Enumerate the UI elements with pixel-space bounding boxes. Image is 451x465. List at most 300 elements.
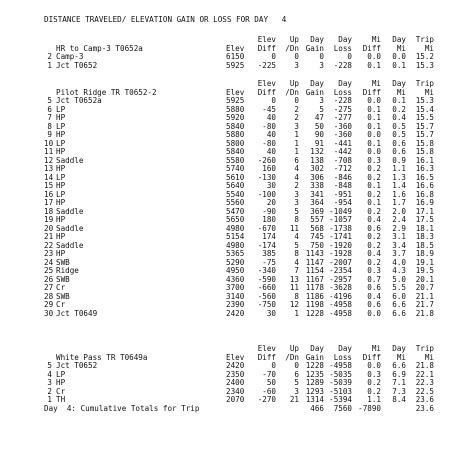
table-row xyxy=(44,148,444,157)
column-header: Elev xyxy=(226,352,245,362)
waypoint-number: 28 xyxy=(44,291,54,301)
data-cell: 0 xyxy=(294,96,299,105)
data-cell: -4958 xyxy=(329,308,352,318)
waypoint-name: SWB xyxy=(56,257,70,267)
cumulative-totals-row xyxy=(44,405,444,414)
waypoint-number: 16 xyxy=(44,189,54,199)
data-cell: 15.3 xyxy=(415,60,434,70)
data-cell: 0.2 xyxy=(367,257,381,267)
data-cell: 50 xyxy=(314,121,324,131)
column-header: Diff xyxy=(257,87,276,97)
column-header: Mi xyxy=(371,344,381,353)
waypoint-name: HP xyxy=(56,130,66,139)
data-cell: 20.1 xyxy=(415,274,434,284)
data-cell: -4196 xyxy=(329,291,352,301)
waypoint-number: 18 xyxy=(44,206,54,216)
data-cell: -670 xyxy=(257,223,276,233)
waypoint-number: 29 xyxy=(44,300,54,309)
waypoint-name: TH xyxy=(56,395,66,404)
waypoint-number: 11 xyxy=(44,147,54,156)
elevation-cell: 5920 xyxy=(226,113,245,122)
data-cell: 6.0 xyxy=(392,291,406,301)
data-cell: 1228 xyxy=(305,308,324,318)
waypoint-number: 12 xyxy=(44,155,54,165)
elevation-cell: 5880 xyxy=(226,104,245,114)
elevation-cell: 4980 xyxy=(226,223,245,233)
section-header-row xyxy=(44,89,444,98)
data-cell: 16.5 xyxy=(415,172,434,182)
elevation-cell: 5740 xyxy=(226,164,245,173)
data-cell: 8 xyxy=(294,215,299,224)
data-cell: 0.1 xyxy=(367,60,381,70)
data-cell: 3 xyxy=(294,121,299,131)
data-cell: 4 xyxy=(294,172,299,182)
data-cell: -660 xyxy=(257,283,276,292)
elevation-cell: 5880 xyxy=(226,130,245,139)
data-cell: 6.6 xyxy=(392,308,406,318)
table-row xyxy=(44,97,444,106)
data-cell: 6.6 xyxy=(392,361,406,370)
data-cell: 2 xyxy=(294,113,299,122)
data-cell: 0.9 xyxy=(392,155,406,165)
data-cell: -80 xyxy=(262,121,276,131)
table-row xyxy=(44,276,444,285)
waypoint-number: 26 xyxy=(44,274,54,284)
totals-label: Day 4: Cumulative Totals for Trip xyxy=(44,404,200,413)
column-header: Diff xyxy=(362,87,381,97)
data-cell: 1186 xyxy=(305,291,324,301)
data-cell: 0.0 xyxy=(367,52,381,61)
data-cell: -2354 xyxy=(329,266,352,275)
section-header-row xyxy=(44,45,444,54)
data-cell: 4.0 xyxy=(392,257,406,267)
data-cell: 15.2 xyxy=(415,52,434,61)
data-cell: 1 xyxy=(294,130,299,139)
elevation-cell: 5290 xyxy=(226,257,245,267)
column-header: Day xyxy=(338,79,352,88)
data-cell: 0 xyxy=(347,52,352,61)
data-cell: -45 xyxy=(262,104,276,114)
data-cell: 0.6 xyxy=(392,138,406,148)
data-cell: 11 xyxy=(289,283,299,292)
table-row xyxy=(44,267,444,276)
data-cell: 0.3 xyxy=(367,155,381,165)
column-header: Gain xyxy=(305,43,324,53)
data-cell: -270 xyxy=(257,395,276,404)
data-cell: 0 xyxy=(319,52,324,61)
waypoint-number: 3 xyxy=(47,378,52,387)
elevation-cell: 3140 xyxy=(226,291,245,301)
table-row xyxy=(44,199,444,208)
data-cell: 0.4 xyxy=(392,113,406,122)
data-cell: 1228 xyxy=(305,361,324,370)
elevation-cell: 5154 xyxy=(226,232,245,241)
totals-loss: 7560 xyxy=(333,404,352,413)
data-cell: 7 xyxy=(294,266,299,275)
data-cell: 0.2 xyxy=(367,378,381,387)
data-cell: -2957 xyxy=(329,274,352,284)
data-cell: 18.5 xyxy=(415,240,434,250)
data-cell: 0.6 xyxy=(367,223,381,233)
data-cell: -951 xyxy=(333,189,352,199)
data-cell: 4 xyxy=(294,257,299,267)
data-cell: 5 xyxy=(319,104,324,114)
data-cell: -848 xyxy=(333,181,352,190)
data-cell: 0.2 xyxy=(367,386,381,396)
data-cell: 1.1 xyxy=(367,395,381,404)
table-row xyxy=(44,225,444,234)
data-cell: 3.7 xyxy=(392,249,406,258)
data-cell: -4958 xyxy=(329,361,352,370)
waypoint-number: 2 xyxy=(47,386,52,396)
data-cell: 1 xyxy=(294,308,299,318)
data-cell: -275 xyxy=(333,104,352,114)
waypoint-number: 17 xyxy=(44,198,54,207)
data-cell: 385 xyxy=(262,249,276,258)
column-header: Mi xyxy=(424,352,434,362)
waypoint-number: 14 xyxy=(44,172,54,182)
data-cell: 5.5 xyxy=(392,283,406,292)
waypoint-name: HP xyxy=(56,181,66,190)
data-cell: 1147 xyxy=(305,257,324,267)
data-cell: 0.5 xyxy=(392,130,406,139)
column-header: Elev xyxy=(257,79,276,88)
data-cell: 11 xyxy=(289,223,299,233)
data-cell: 0.2 xyxy=(367,164,381,173)
data-cell: 302 xyxy=(310,164,324,173)
data-cell: 557 xyxy=(310,215,324,224)
data-cell: 1314 xyxy=(305,395,324,404)
data-cell: -5394 xyxy=(329,395,352,404)
column-header: Diff xyxy=(257,43,276,53)
data-cell: -174 xyxy=(257,240,276,250)
data-cell: 0.2 xyxy=(367,240,381,250)
data-cell: -1049 xyxy=(329,206,352,216)
column-header: Mi xyxy=(396,352,406,362)
elevation-cell: 5365 xyxy=(226,249,245,258)
section-name: HR to Camp-3 T0652a xyxy=(56,43,143,53)
waypoint-number: 5 xyxy=(47,361,52,370)
trail-section xyxy=(44,345,444,405)
column-header: Elev xyxy=(226,87,245,97)
data-cell: -60 xyxy=(262,386,276,396)
data-cell: -1738 xyxy=(329,223,352,233)
elevation-cell: 5840 xyxy=(226,147,245,156)
data-cell: 1 xyxy=(294,138,299,148)
waypoint-name: HP xyxy=(56,249,66,258)
section-name: White Pass TR T0649a xyxy=(56,352,148,362)
trail-section xyxy=(44,36,444,70)
data-cell: 20 xyxy=(266,198,276,207)
elevation-cell: 5640 xyxy=(226,181,245,190)
data-cell: 0.1 xyxy=(392,60,406,70)
data-cell: 4.3 xyxy=(392,266,406,275)
data-cell: 17.5 xyxy=(415,215,434,224)
column-header: Up xyxy=(289,35,299,44)
data-cell: 13 xyxy=(289,274,299,284)
data-cell: -954 xyxy=(333,198,352,207)
table-row xyxy=(44,191,444,200)
data-cell: -1057 xyxy=(329,215,352,224)
data-cell: 0.1 xyxy=(367,138,381,148)
column-header: Gain xyxy=(305,352,324,362)
waypoint-name: HP xyxy=(56,113,66,122)
column-header: Trip xyxy=(415,35,434,44)
data-cell: 15.7 xyxy=(415,130,434,139)
elevation-cell: 5925 xyxy=(226,60,245,70)
data-cell: 16.3 xyxy=(415,164,434,173)
data-cell: 0.4 xyxy=(367,291,381,301)
data-cell: 0 xyxy=(294,52,299,61)
waypoint-name: SWB xyxy=(56,291,70,301)
data-cell: 2.4 xyxy=(392,215,406,224)
column-header: Loss xyxy=(333,87,352,97)
data-cell: 1154 xyxy=(305,266,324,275)
column-header: Day xyxy=(392,344,406,353)
data-cell: -360 xyxy=(333,121,352,131)
column-header: Diff xyxy=(362,43,381,53)
data-cell: -360 xyxy=(333,130,352,139)
table-row xyxy=(44,250,444,259)
data-cell: 0.3 xyxy=(367,266,381,275)
waypoint-number: 23 xyxy=(44,249,54,258)
data-cell: 0.6 xyxy=(392,147,406,156)
data-cell: 0.1 xyxy=(367,198,381,207)
column-header: Trip xyxy=(415,79,434,88)
column-header: Day xyxy=(310,79,324,88)
data-cell: 21.1 xyxy=(415,291,434,301)
waypoint-name: SWB xyxy=(56,274,70,284)
data-cell: 2.9 xyxy=(392,223,406,233)
elevation-cell: 2390 xyxy=(226,300,245,309)
data-cell: 0.4 xyxy=(367,215,381,224)
data-cell: -2007 xyxy=(329,257,352,267)
data-cell: -228 xyxy=(333,60,352,70)
table-row xyxy=(44,242,444,251)
data-cell: 3.4 xyxy=(392,240,406,250)
waypoint-name: Cr xyxy=(56,386,66,396)
table-row xyxy=(44,114,444,123)
data-cell: 18.9 xyxy=(415,249,434,258)
data-cell: -560 xyxy=(257,291,276,301)
data-cell: 4 xyxy=(294,232,299,241)
table-row xyxy=(44,165,444,174)
column-header: Loss xyxy=(333,352,352,362)
table-row xyxy=(44,388,444,397)
table-row xyxy=(44,233,444,242)
data-cell: 0.1 xyxy=(392,96,406,105)
data-cell: 0.3 xyxy=(367,369,381,379)
data-cell: 1235 xyxy=(305,369,324,379)
waypoint-name: LP xyxy=(56,138,66,148)
report-title: DISTANCE TRAVELED/ ELEVATION GAIN OR LOSS FOR DAY 4 xyxy=(44,15,287,24)
data-cell: -590 xyxy=(257,274,276,284)
waypoint-name: LP xyxy=(56,104,66,114)
elevation-cell: 5840 xyxy=(226,121,245,131)
data-cell: 3 xyxy=(319,60,324,70)
column-header: Day xyxy=(392,35,406,44)
data-cell: -340 xyxy=(257,266,276,275)
data-cell: 15.8 xyxy=(415,147,434,156)
data-cell: -1920 xyxy=(329,240,352,250)
data-cell: 40 xyxy=(266,113,276,122)
column-header: Loss xyxy=(333,43,352,53)
waypoint-number: 1 xyxy=(47,395,52,404)
data-cell: 12 xyxy=(289,300,299,309)
data-cell: 7.3 xyxy=(392,386,406,396)
data-cell: -225 xyxy=(257,60,276,70)
data-cell: -442 xyxy=(333,147,352,156)
waypoint-name: LP xyxy=(56,369,66,379)
table-row xyxy=(44,216,444,225)
table-row xyxy=(44,131,444,140)
column-header: Mi xyxy=(424,87,434,97)
data-cell: 0.2 xyxy=(367,189,381,199)
elevation-cell: 2400 xyxy=(226,378,245,387)
data-cell: -1928 xyxy=(329,249,352,258)
waypoint-number: 22 xyxy=(44,240,54,250)
table-row xyxy=(44,379,444,388)
data-cell: 6 xyxy=(294,155,299,165)
data-cell: 6.6 xyxy=(392,300,406,309)
data-cell: 16.9 xyxy=(415,198,434,207)
table-row xyxy=(44,362,444,371)
data-cell: 2 xyxy=(294,104,299,114)
elevation-cell: 3700 xyxy=(226,283,245,292)
data-cell: 15.8 xyxy=(415,138,434,148)
table-row xyxy=(44,208,444,217)
waypoint-name: LP xyxy=(56,172,66,182)
data-cell: 0.0 xyxy=(392,52,406,61)
waypoint-name: Saddle xyxy=(56,240,84,250)
data-cell: 5 xyxy=(294,240,299,250)
data-cell: -260 xyxy=(257,155,276,165)
data-cell: -1741 xyxy=(329,232,352,241)
data-cell: 3 xyxy=(294,386,299,396)
data-cell: 4 xyxy=(294,164,299,173)
data-cell: 15.7 xyxy=(415,121,434,131)
data-cell: 3 xyxy=(294,189,299,199)
elevation-cell: 5540 xyxy=(226,189,245,199)
data-cell: -80 xyxy=(262,138,276,148)
data-cell: 21.8 xyxy=(415,361,434,370)
column-header: Mi xyxy=(396,43,406,53)
table-row xyxy=(44,140,444,149)
column-header: Up xyxy=(289,344,299,353)
waypoint-number: 30 xyxy=(44,308,54,318)
waypoint-number: 8 xyxy=(47,121,52,131)
data-cell: -750 xyxy=(257,300,276,309)
data-cell: 2.0 xyxy=(392,206,406,216)
waypoint-number: 1 xyxy=(47,60,52,70)
waypoint-name: LP xyxy=(56,189,66,199)
data-cell: 0.0 xyxy=(367,96,381,105)
data-cell: 23.6 xyxy=(415,395,434,404)
data-cell: 1289 xyxy=(305,378,324,387)
data-cell: 15.3 xyxy=(415,96,434,105)
data-cell: 0.0 xyxy=(367,147,381,156)
data-cell: 1178 xyxy=(305,283,324,292)
waypoint-name: Saddle xyxy=(56,155,84,165)
waypoint-name: HP xyxy=(56,378,66,387)
data-cell: 18.1 xyxy=(415,223,434,233)
data-cell: 1.1 xyxy=(392,164,406,173)
data-cell: 160 xyxy=(262,164,276,173)
data-cell: 6.9 xyxy=(392,369,406,379)
column-header: Day xyxy=(338,344,352,353)
section-name: Pilot Ridge TR T0652-2 xyxy=(56,87,157,97)
data-cell: 40 xyxy=(266,130,276,139)
data-cell: 91 xyxy=(314,138,324,148)
waypoint-name: HP xyxy=(56,147,66,156)
data-cell: 18.3 xyxy=(415,232,434,241)
waypoint-number: 24 xyxy=(44,257,54,267)
data-cell: 8 xyxy=(294,249,299,258)
waypoint-number: 15 xyxy=(44,181,54,190)
data-cell: 16.8 xyxy=(415,189,434,199)
totals-trip-mi: 23.6 xyxy=(415,404,434,413)
data-cell: 90 xyxy=(314,130,324,139)
column-header: Mi xyxy=(424,43,434,53)
data-cell: 5 xyxy=(294,378,299,387)
column-header: /Dn xyxy=(285,87,299,97)
data-cell: 0.0 xyxy=(367,308,381,318)
elevation-cell: 5650 xyxy=(226,215,245,224)
column-header: Day xyxy=(310,344,324,353)
waypoint-number: 19 xyxy=(44,215,54,224)
data-cell: 15.4 xyxy=(415,104,434,114)
elevation-cell: 5560 xyxy=(226,198,245,207)
waypoint-number: 21 xyxy=(44,232,54,241)
waypoint-name: Jct T0652 xyxy=(56,60,98,70)
totals-gain: 466 xyxy=(310,404,324,413)
column-header: Trip xyxy=(415,344,434,353)
data-cell: 5.0 xyxy=(392,274,406,284)
column-header: Diff xyxy=(257,352,276,362)
elevation-cell: 4980 xyxy=(226,240,245,250)
data-cell: 30 xyxy=(266,308,276,318)
waypoint-number: 25 xyxy=(44,266,54,275)
data-cell: 0 xyxy=(271,361,276,370)
waypoint-number: 6 xyxy=(47,104,52,114)
data-cell: 1 xyxy=(294,147,299,156)
data-cell: -90 xyxy=(262,206,276,216)
data-cell: 1.7 xyxy=(392,198,406,207)
column-header: Day xyxy=(310,35,324,44)
data-cell: 16.1 xyxy=(415,155,434,165)
table-row xyxy=(44,123,444,132)
data-cell: 0.6 xyxy=(367,300,381,309)
waypoint-number: 13 xyxy=(44,164,54,173)
elevation-cell: 5925 xyxy=(226,96,245,105)
trail-section xyxy=(44,80,444,318)
waypoint-name: HP xyxy=(56,215,66,224)
data-cell: 0.1 xyxy=(367,104,381,114)
waypoint-number: 7 xyxy=(47,113,52,122)
elevation-cell: 5800 xyxy=(226,138,245,148)
data-cell: -130 xyxy=(257,172,276,182)
elevation-cell: 2420 xyxy=(226,361,245,370)
column-header: Elev xyxy=(257,344,276,353)
data-cell: 1143 xyxy=(305,249,324,258)
data-cell: 180 xyxy=(262,215,276,224)
column-header: Mi xyxy=(396,87,406,97)
data-cell: -712 xyxy=(333,164,352,173)
table-row xyxy=(44,301,444,310)
table-row xyxy=(44,284,444,293)
waypoint-number: 2 xyxy=(47,52,52,61)
data-cell: 132 xyxy=(310,147,324,156)
